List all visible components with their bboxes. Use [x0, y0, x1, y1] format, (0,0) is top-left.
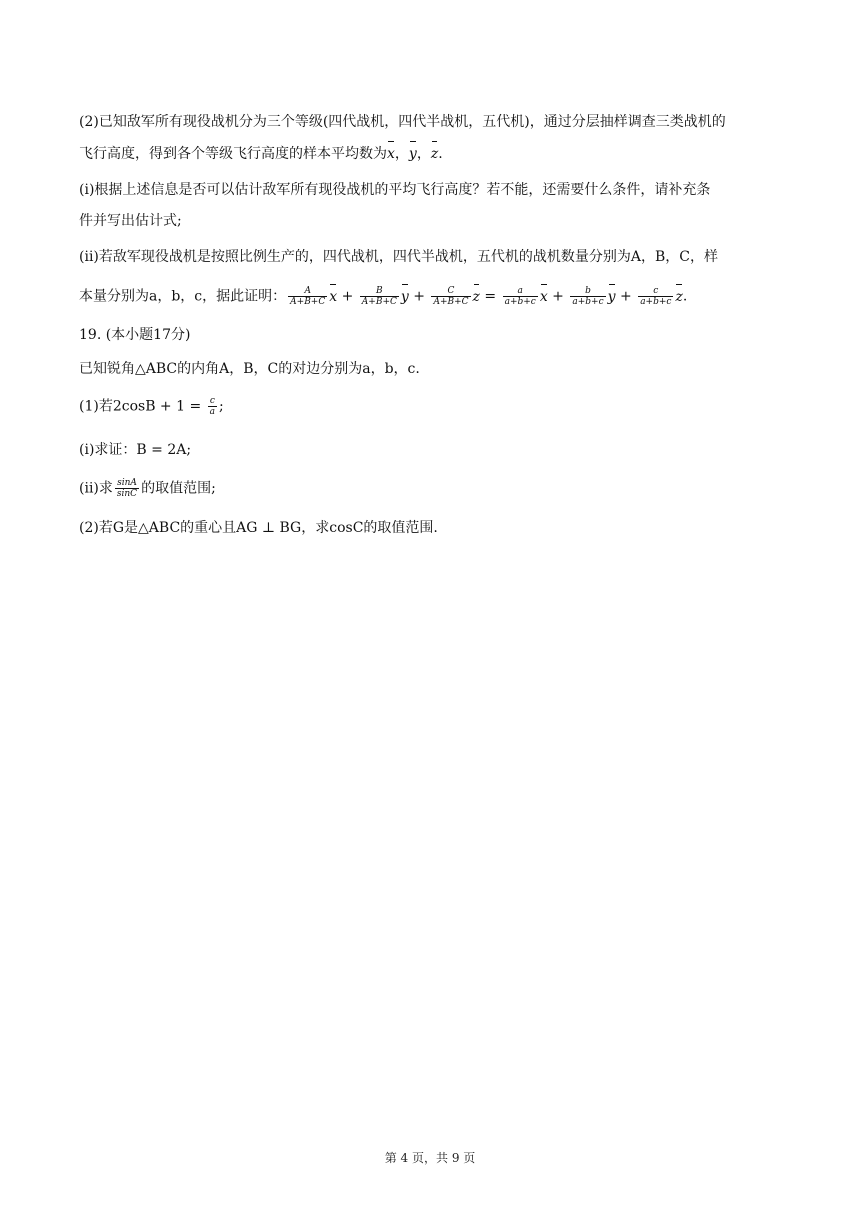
- plus-4: +: [615, 288, 637, 305]
- frac-a: [503, 286, 538, 307]
- q19-part1-ii: [79, 478, 216, 499]
- q18-i-line2: 件并写出估计式;: [79, 213, 182, 229]
- frac-c-den: a+b+c: [640, 297, 672, 307]
- frac-b: [570, 286, 605, 307]
- eq-mean-y-right: y: [607, 288, 616, 305]
- q19-part1-i: (ⅰ)求证：B = 2A;: [79, 442, 192, 458]
- q18-ii-line2-text: 本量分别为a，b，c，据此证明：: [79, 288, 287, 305]
- eq-mean-y-left: y: [400, 288, 409, 305]
- eq-mean-z-left: z: [472, 288, 480, 305]
- frac-B-num: B: [376, 286, 383, 296]
- plus-1: +: [337, 288, 358, 305]
- frac-c-over-a: [208, 396, 217, 417]
- eq-mean-z-right: z: [675, 288, 683, 305]
- equals: =: [479, 288, 501, 305]
- plus-2: +: [408, 288, 430, 305]
- frac-B: [360, 286, 399, 307]
- sep-1: ，: [394, 146, 409, 162]
- q19-stem: 已知锐角△ABC的内角A，B，C的对边分别为a，b，c.: [79, 361, 420, 377]
- frac-sinA-num: sinA: [117, 478, 137, 488]
- q18-part2-line1: (2)已知敌军所有现役战机分为三个等级(四代战机，四代半战机，五代机)，通过分层抽样调查三类战机的: [79, 114, 726, 130]
- period-1: .: [438, 146, 443, 162]
- frac-c-over-a-num: c: [209, 396, 215, 406]
- frac-A: [288, 286, 327, 307]
- q19-heading: 19. (本小题17分): [79, 327, 191, 343]
- frac-A-num: A: [304, 286, 311, 296]
- frac-A-den: A+B+C: [290, 297, 326, 307]
- q18-part2-line2-text: 飞行高度，得到各个等级飞行高度的样本平均数为: [79, 146, 387, 162]
- frac-sinA-over-sinC: [115, 478, 139, 499]
- frac-sinC-den: sinC: [116, 489, 138, 499]
- eq-mean-x-left: x: [329, 288, 338, 305]
- sep-2: ，: [416, 146, 431, 162]
- q19-part1-text: (1)若2cosB + 1 =: [79, 398, 206, 415]
- plus-3: +: [547, 288, 569, 305]
- frac-B-den: A+B+C: [361, 297, 397, 307]
- frac-b-den: a+b+c: [572, 297, 604, 307]
- frac-a-den: a+b+c: [504, 297, 536, 307]
- frac-c-over-a-den: a: [209, 407, 216, 417]
- frac-a-num: a: [517, 286, 523, 296]
- q19-part1-ii-end: 的取值范围;: [141, 480, 216, 497]
- mean-y: y: [408, 146, 417, 162]
- eq-mean-x-right: x: [539, 288, 548, 305]
- frac-C-den: A+B+C: [433, 297, 469, 307]
- mean-x: x: [387, 146, 395, 162]
- q18-ii-line1: (ⅱ)若敌军现役战机是按照比例生产的，四代战机，四代半战机，五代机的战机数量分别为A，B，C，样: [79, 249, 718, 265]
- q18-ii-line2: [79, 286, 687, 307]
- page-footer: 第 4 页，共 9 页: [384, 1151, 476, 1165]
- q19-part2: (2)若G是△ABC的重心且AG ⊥ BG，求cosC的取值范围.: [79, 520, 438, 536]
- frac-c: [638, 286, 673, 307]
- frac-c-num: c: [653, 286, 659, 296]
- frac-b-num: b: [585, 286, 591, 296]
- frac-C: [431, 286, 470, 307]
- period-2: .: [682, 288, 688, 305]
- q18-part2-line2: [79, 144, 443, 164]
- frac-C-num: C: [447, 286, 455, 296]
- mean-z: z: [430, 146, 439, 162]
- q19-part1-end: ;: [219, 398, 224, 415]
- q18-i-line1: (ⅰ)根据上述信息是否可以估计敌军所有现役战机的平均飞行高度？若不能，还需要什么条件，请补充条: [79, 182, 711, 198]
- q19-part1-ii-text: (ⅱ)求: [79, 480, 113, 497]
- q19-part1: [79, 396, 224, 417]
